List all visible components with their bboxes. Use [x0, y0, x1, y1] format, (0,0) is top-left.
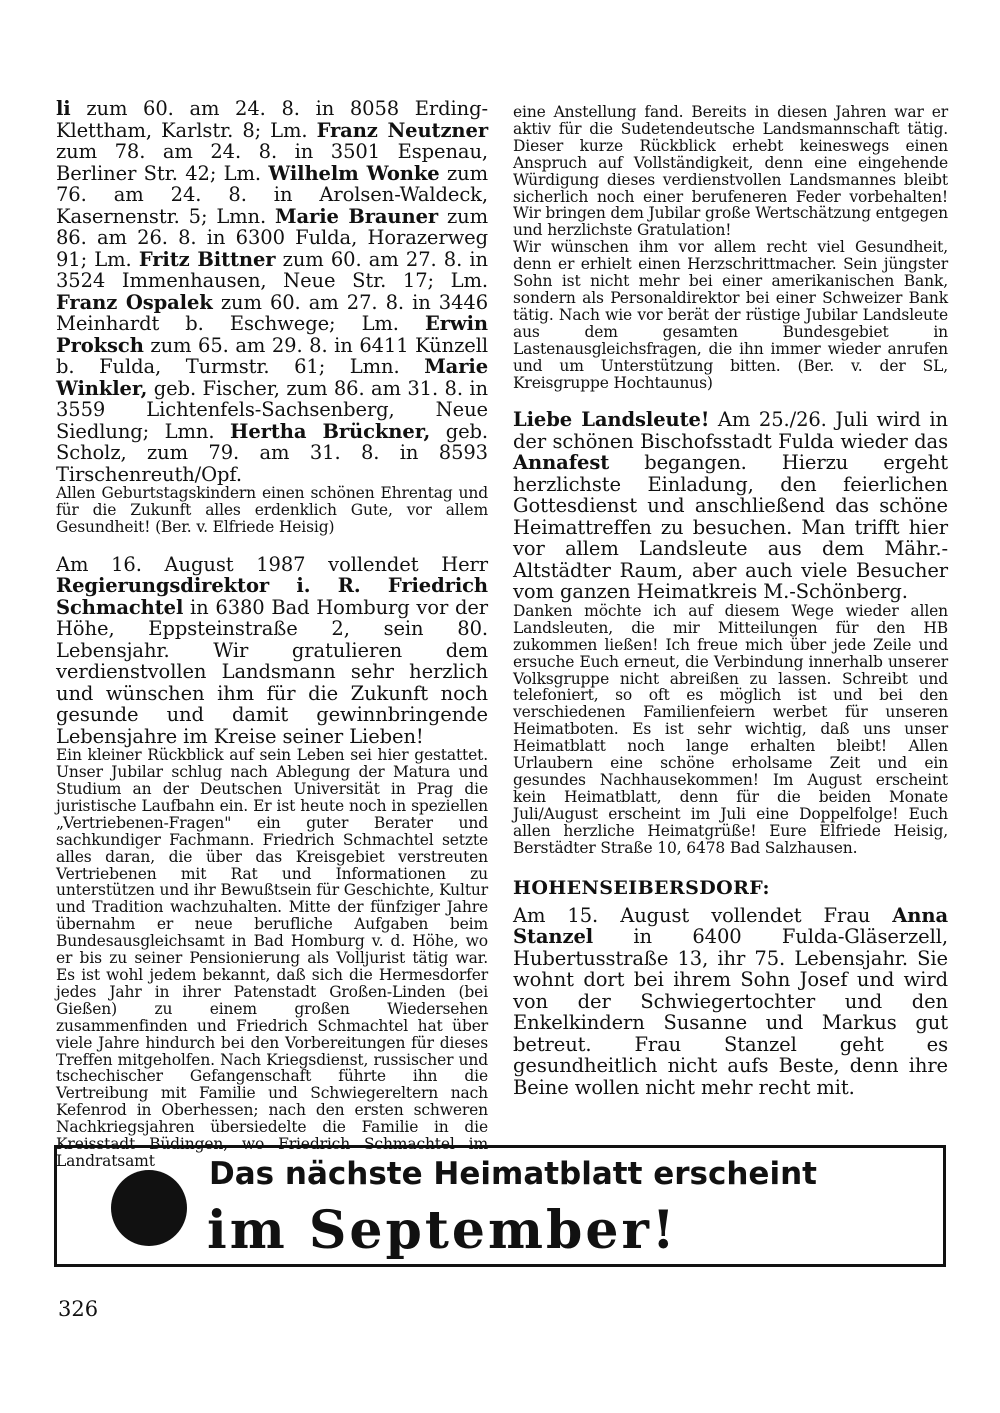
bold-name: Annafest	[513, 451, 610, 475]
announcement-line-2: im September!	[207, 1200, 678, 1261]
bold-name: Regierungsdirektor i. R. Friedrich Schmachtel	[56, 574, 488, 619]
text-run: geb. Fischer, zum 86. am 31. 8. in 3559 Lichtenfels-Sachsenberg, Neue Siedlung; Lmn.	[56, 376, 488, 443]
bold-name: Marie Brauner	[275, 204, 439, 228]
birthday-wishes: Allen Geburtstagskindern einen schönen Ehrentag und für die Zukunft alles erdenklich Gute, vor allem Gesundheit! (Ber. v. Elfriede Heisig)	[56, 484, 488, 536]
text-run: Am 15. August vollendet Frau	[513, 903, 893, 927]
schmachtel-wishes: Wir wünschen ihm vor allem recht viel Gesundheit, denn er erhielt einen Herzschrittmacher. Sein jüngster Sohn ist nicht mehr bei einer amerikanischen Bank, sondern als Personaldirektor bei einer Schweizer Bank tätig. Nach wie vor berät der rüstige Jubilar Landsleute aus dem gesamten Bundesgebiet in Lastenausgleichsfragen, die ihn immer wieder anrufen und um Unterstützung bitten. (Ber. v. der SL, Kreisgruppe Hochtaunus)	[513, 238, 948, 392]
bullet-dot-icon	[111, 1170, 187, 1246]
section-heading-hohenseibersdorf: HOHENSEIBERSDORF:	[513, 876, 770, 899]
bold-name: Liebe Landsleute!	[513, 408, 710, 432]
announcement-box	[54, 1145, 946, 1267]
text-run: zum 60. am 27. 8. in 3524 Immenhausen, Neue Str. 17; Lm.	[56, 247, 489, 292]
stanzel-paragraph	[513, 905, 948, 1099]
right-column	[513, 104, 948, 1098]
text-run: zum 76. am 24. 8. in Arolsen-Waldeck, Kasernenstr. 5; Lmn.	[56, 161, 488, 228]
left-column	[56, 98, 488, 1170]
bold-name: Wilhelm Wonke	[268, 161, 440, 185]
birthday-list	[56, 98, 488, 485]
schmachtel-continuation: eine Anstellung fand. Bereits in diesen Jahren war er aktiv für die Sudetendeutsche Landsmannschaft tätig. Dieser kurze Rückblick erhebt keineswegs einen Anspruch auf Vollständigkeit, denn eine eingehende Würdigung dieses verdienstvollen Landsmannes bleibt sicherlich noch einer berufeneren Feder vorbehalten! Wir bringen dem Jubilar große Wertschätzung entgegen und herzlichste Gratulation!	[513, 103, 948, 240]
thanks-paragraph: Danken möchte ich auf diesem Wege wieder allen Landsleuten, die mir Mitteilungen für den HB zukommen ließen! Ich freue mich über jede Zeile und ersuche Euch erneut, die Verbindung innerhalb unserer Volksgruppe nicht abreißen zu lassen. Schreibt und telefoniert, so oft es möglich ist und bei den verschiedenen Familienfeiern werbet für unseren Heimatboten. Es ist sehr wichtig, daß uns unser Heimatblatt noch lange erhalten bleibt! Allen Urlaubern eine schöne erholsame Zeit und ein gesundes Nachhausekommen! Im August erscheint kein Heimatblatt, denn für die beiden Monate Juli/August erscheint im Juli eine Doppelfolge! Euch allen herzliche Heimatgrüße! Eure Elfriede Heisig, Berstädter Straße 10, 6478 Bad Salzhausen.	[513, 601, 948, 857]
annafest-paragraph	[513, 409, 948, 603]
bold-name: Anna Stanzel	[513, 903, 948, 948]
bold-name: Franz Ospalek	[56, 290, 213, 314]
text-run: zum 86. am 26. 8. in 6300 Fulda, Horazerweg 91; Lm.	[56, 204, 488, 271]
announcement-line-1: Das nächste Heimatblatt erscheint	[209, 1156, 817, 1192]
text-run: in 6400 Fulda-Gläserzell, Hubertusstraße 13, ihr 75. Lebensjahr. Sie wohnt dort bei ihrem Sohn Josef und wird von der Schwiegertochter und den Enkelkindern Susanne und Markus gut betreut. Frau Stanzel geht es gesundheitlich nicht aufs Beste, denn ihre Beine wollen nicht mehr recht mit.	[513, 925, 948, 1099]
text-run: zum 60. am 27. 8. in 3446 Meinhardt b. Eschwege; Lm.	[56, 290, 488, 335]
text-run: geb. Scholz, zum 79. am 31. 8. in 8593 Tirschenreuth/Opf.	[56, 419, 488, 486]
text-run: Am 25./26. Juli wird in der schönen Bischofsstadt Fulda wieder das	[513, 408, 948, 453]
schmachtel-intro	[56, 554, 488, 748]
text-run: Am 16. August 1987 vollendet Herr	[56, 552, 488, 576]
page-number: 326	[58, 1297, 99, 1321]
bold-name: Erwin Proksch	[56, 312, 488, 357]
bold-name: li	[56, 97, 71, 120]
bold-name: Fritz Bittner	[138, 247, 276, 271]
bold-name: Franz Neutzner	[316, 118, 488, 142]
text-run: zum 65. am 29. 8. in 6411 Künzell b. Fulda, Turmstr. 61; Lmn.	[56, 333, 488, 378]
text-run: begangen. Hierzu ergeht herzlichste Einladung, den feierlichen Gottesdienst und anschließend das schöne Heimattreffen zu besuchen. Man trifft hier vor allem Landsleute aus dem Mähr.-Altstädter Raum, aber auch viele Besucher vom ganzen Heimatkreis M.-Schönberg.	[513, 451, 948, 604]
text-run: zum 78. am 24. 8. in 3501 Espenau, Berliner Str. 42; Lm.	[56, 140, 488, 185]
text-run: zum 60. am 24. 8. in 8058 Erding-Klettham, Karlstr. 8; Lm.	[56, 97, 488, 142]
text-run: in 6380 Bad Homburg vor der Höhe, Eppsteinstraße 2, sein 80. Lebensjahr. Wir gratulieren dem verdienstvollen Landsmann sehr herzlich und wünschen ihm für die Zukunft noch gesunde und damit gewinnbringende Lebensjahre im Kreise seiner Lieben!	[56, 595, 488, 748]
schmachtel-body: Ein kleiner Rückblick auf sein Leben sei hier gestattet. Unser Jubilar schlug nach Ablegung der Matura und Studium an der Deutschen Universität in Prag die juristische Laufbahn ein. Er ist heute noch in speziellen „Vertriebenen-Fragen" ein guter Berater und sachkundiger Fachmann. Friedrich Schmachtel setzte alles daran, die über das Kreisgebiet verstreuten Vertriebenen mit Rat und Informationen zu unterstützen und ihr Bewußtsein für Geschichte, Kultur und Tradition wachzuhalten. Mitte der fünfziger Jahre übernahm er neue berufliche Aufgaben beim Bundesausgleichsamt in Bad Homburg v. d. Höhe, wo er bis zu seiner Pensionierung als Volljurist tätig war. Es ist wohl jedem bekannt, daß sich die Hermesdorfer jedes Jahr in ihrer Patenstadt Großen-Linden (bei Gießen) zu einem großen Wiedersehen zusammenfinden und Friedrich Schmachtel hat über viele Jahre hindurch bei den Vorbereitungen für dieses Treffen mitgeholfen. Nach Kriegsdienst, russischer und tschechischer Gefangenschaft führte ihn die Vertreibung mit Familie und Schwiegereltern nach Kefenrod in Oberhessen; nach den ersten schweren Nachkriegsjahren übersiedelte die Familie in die Kreisstadt Büdingen, wo Friedrich Schmachtel im Landratsamt	[56, 746, 488, 1170]
bold-name: Marie Winkler,	[56, 355, 488, 400]
bold-name: Hertha Brückner,	[230, 419, 431, 443]
